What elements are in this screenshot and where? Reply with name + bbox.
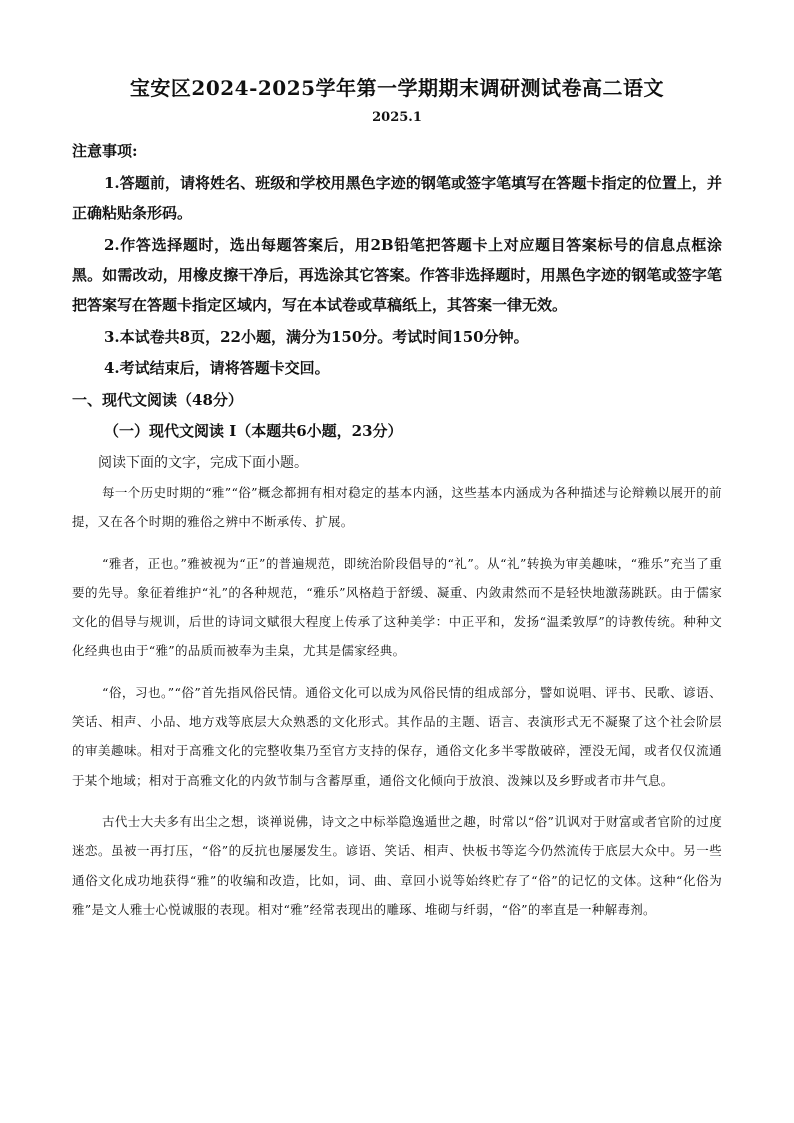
sub-section-heading: （一）现代文阅读 I（本题共6小题，23分）: [104, 422, 403, 440]
reading-passage: [72, 478, 722, 924]
note-item-1: 1.答题前，请将姓名、班级和学校用黑色字迹的钢笔或签字笔填写在答题卡指定的位置上，并正确粘贴条形码。: [72, 174, 722, 222]
exam-date: 2025.1: [372, 110, 422, 125]
note-item-2: 2.作答选择题时，选出每题答案后，用2B铅笔把答题卡上对应题目答案标号的信息点框涂黑。如需改动，用橡皮擦干净后，再选涂其它答案。作答非选择题时，用黑色字迹的钢笔或签字笔把答案写在答题卡指定区域内，写在本试卷或草稿纸上，其答案一律无效。: [72, 236, 722, 314]
note-item-3: 3.本试卷共8页，22小题，满分为150分。考试时间150分钟。: [104, 328, 529, 346]
notes-heading: 注意事项:: [72, 142, 138, 160]
page-title: 宝安区2024-2025学年第一学期期末调研测试卷高二语文: [129, 76, 665, 100]
note-item-4: 4.考试结束后，请将答题卡交回。: [104, 359, 330, 377]
passage-paragraph-4: 古代士大夫多有出尘之想，谈禅说佛，诗文之中标举隐逸遁世之趣，时常以“俗”讥讽对于财富或者官阶的过度迷恋。虽被一再打压，“俗”的反抗也屡屡发生。谚语、笑话、相声、快板书等迄今仍然流传于底层大众中。另一些通俗文化成功地获得“雅”的收编和改造，比如，词、曲、章回小说等始终贮存了“俗”的记忆的文体。这种“化俗为雅”是文人雅士心悦诚服的表现。相对“雅”经常表现出的雕琢、堆砌与纤弱，“俗”的率直是一种解毒剂。: [72, 813, 722, 917]
passage-paragraph-2: “雅者，正也。”雅被视为“正”的普遍规范，即统治阶段倡导的“礼”。从“礼”转换为审美趣味，“雅乐”充当了重要的先导。象征着维护“礼”的各种规范，“雅乐”风格趋于舒缓、凝重、内敛肃然而不是轻快地激荡跳跃。由于儒家文化的倡导与规训，后世的诗词文赋很大程度上传承了这种美学：中正平和，发扬“温柔敦厚”的诗教传统。种种文化经典也由于“雅”的品质而被奉为圭臬，尤其是儒家经典。: [72, 555, 722, 659]
passage-paragraph-1: 每一个历史时期的“雅”“俗”概念都拥有相对稳定的基本内涵，这些基本内涵成为各种描述与论辩赖以展开的前提，又在各个时期的雅俗之辨中不断承传、扩展。: [72, 485, 722, 530]
passage-paragraph-3: “俗，习也。”“俗”首先指风俗民情。通俗文化可以成为风俗民情的组成部分，譬如说唱、评书、民歌、谚语、笑话、相声、小品、地方戏等底层大众熟悉的文化形式。其作品的主题、语言、表演形式无不凝聚了这个社会阶层的审美趣味。相对于高雅文化的完整收集乃至官方支持的保存，通俗文化多半零散破碎，湮没无闻，或者仅仅流通于某个地域；相对于高雅文化的内敛节制与含蓄厚重，通俗文化倾向于放浪、泼辣以及乡野或者市井气息。: [72, 684, 722, 788]
section-heading: 一、现代文阅读（48分）: [72, 391, 243, 409]
reading-instruction: 阅读下面的文字，完成下面小题。: [98, 455, 308, 471]
